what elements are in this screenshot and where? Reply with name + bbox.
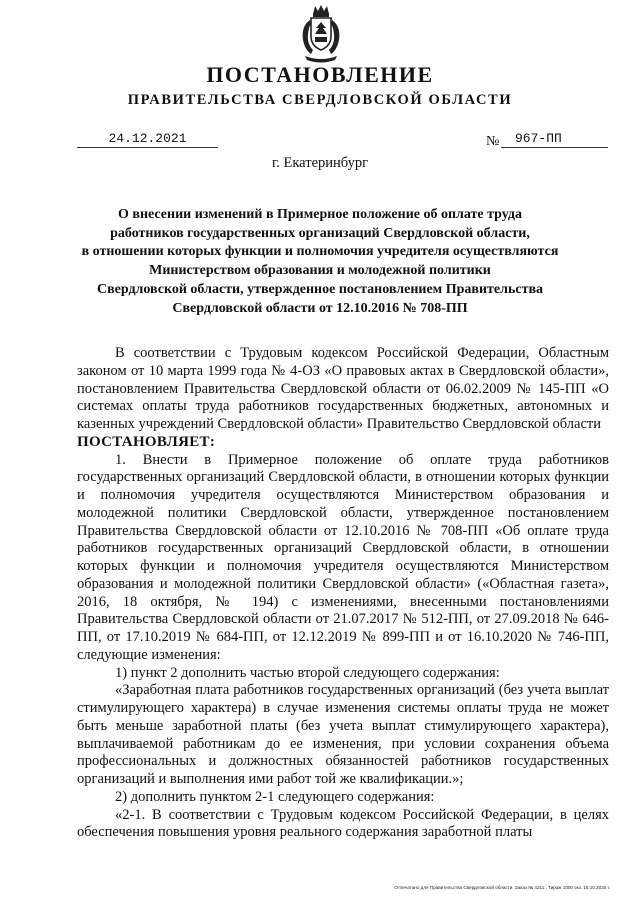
- city: г. Екатеринбург: [271, 155, 369, 171]
- heading-line: Свердловской области, утвержденное постановлением Правительства: [96, 281, 544, 297]
- heading-line: работников государственных организаций Свердловской области,: [110, 225, 530, 241]
- document-heading: [70, 206, 570, 318]
- quote-2-paragraph: «2-1. В соответствии с Трудовым кодексом Российской Федерации, в целях обеспечения повышения уровня реального содержания заработной платы: [77, 806, 609, 841]
- quote-1-paragraph: «Заработная плата работников государственных организаций (без учета выплат стимулирующего характера) в случае изменения системы оплаты труда не может быть меньше заработной платы (без учета выплат стимулирующего характера), выплачиваемой работникам до ее изменения, при условии сохранения объема профессиональных и должностных обязанностей работников государственных организаций и выполнения ими работ той же квалификации.»;: [77, 682, 609, 787]
- resolves-heading: ПОСТАНОВЛЯЕТ:: [77, 433, 216, 450]
- document-body: [77, 345, 609, 842]
- coat-of-arms-emblem-icon: [297, 4, 345, 64]
- heading-line: Свердловской области от 12.10.2016 № 708-ПП: [172, 300, 468, 316]
- number-sign: №: [486, 134, 500, 149]
- item-1-paragraph: 1. Внести в Примерное положение об оплате труда работников государственных организаций Свердловской области, в отношении которых функции и полномочия учредителя осуществляются Министерством образования и молодежной политики Свердловской области, утвержденное постановлением Правительства Свердловской области от 12.10.2016 № 708-ПП «Об оплате труда работников государственных организаций Свердловской области, в отношении которых функции и полномочия учредителя осуществляются Министерством образования и молодежной политики Свердловской области» («Областная газета», 2016, 18 октября, № 194) с изменениями, внесенными постановлениями Правительства Свердловской области от 21.07.2017 № 512-ПП, от 27.09.2018 № 646-ПП, от 17.10.2019 № 684-ПП, от 12.12.2019 № 899-ПП и от 16.10.2020 № 746-ПП, следующие изменения:: [77, 451, 609, 663]
- preamble-paragraph: В соответствии с Трудовым кодексом Российской Федерации, Областным законом от 10 марта 1999 года № 4-ОЗ «О правовых актах в Свердловской области», постановлением Правительства Свердловской области от 06.02.2009 № 145-ПП «О системах оплаты труда работников государственных бюджетных, автономных и казенных учреждений Свердловской области» Правительство Свердловской области: [77, 345, 609, 432]
- heading-line: в отношении которых функции и полномочия учредителя осуществляются: [81, 244, 559, 260]
- subitem-2-paragraph: 2) дополнить пунктом 2-1 следующего содержания:: [115, 788, 435, 805]
- document-type-title: ПОСТАНОВЛЕНИЕ: [206, 62, 434, 87]
- document-number: 967-ПП: [501, 131, 608, 148]
- heading-line: Министерством образования и молодежной политики: [149, 263, 491, 279]
- issuing-authority: ПРАВИТЕЛЬСТВА СВЕРДЛОВСКОЙ ОБЛАСТИ: [127, 92, 513, 108]
- heading-line: О внесении изменений в Примерное положение об оплате труда: [118, 207, 522, 222]
- document-date: 24.12.2021: [77, 131, 218, 148]
- print-note: Отпечатано для Правительства Свердловской области. Заказ № 4211 . Тираж 1000 экз. 16.10.2020 г.: [394, 885, 610, 890]
- subitem-1-paragraph: 1) пункт 2 дополнить частью второй следующего содержания:: [115, 664, 500, 681]
